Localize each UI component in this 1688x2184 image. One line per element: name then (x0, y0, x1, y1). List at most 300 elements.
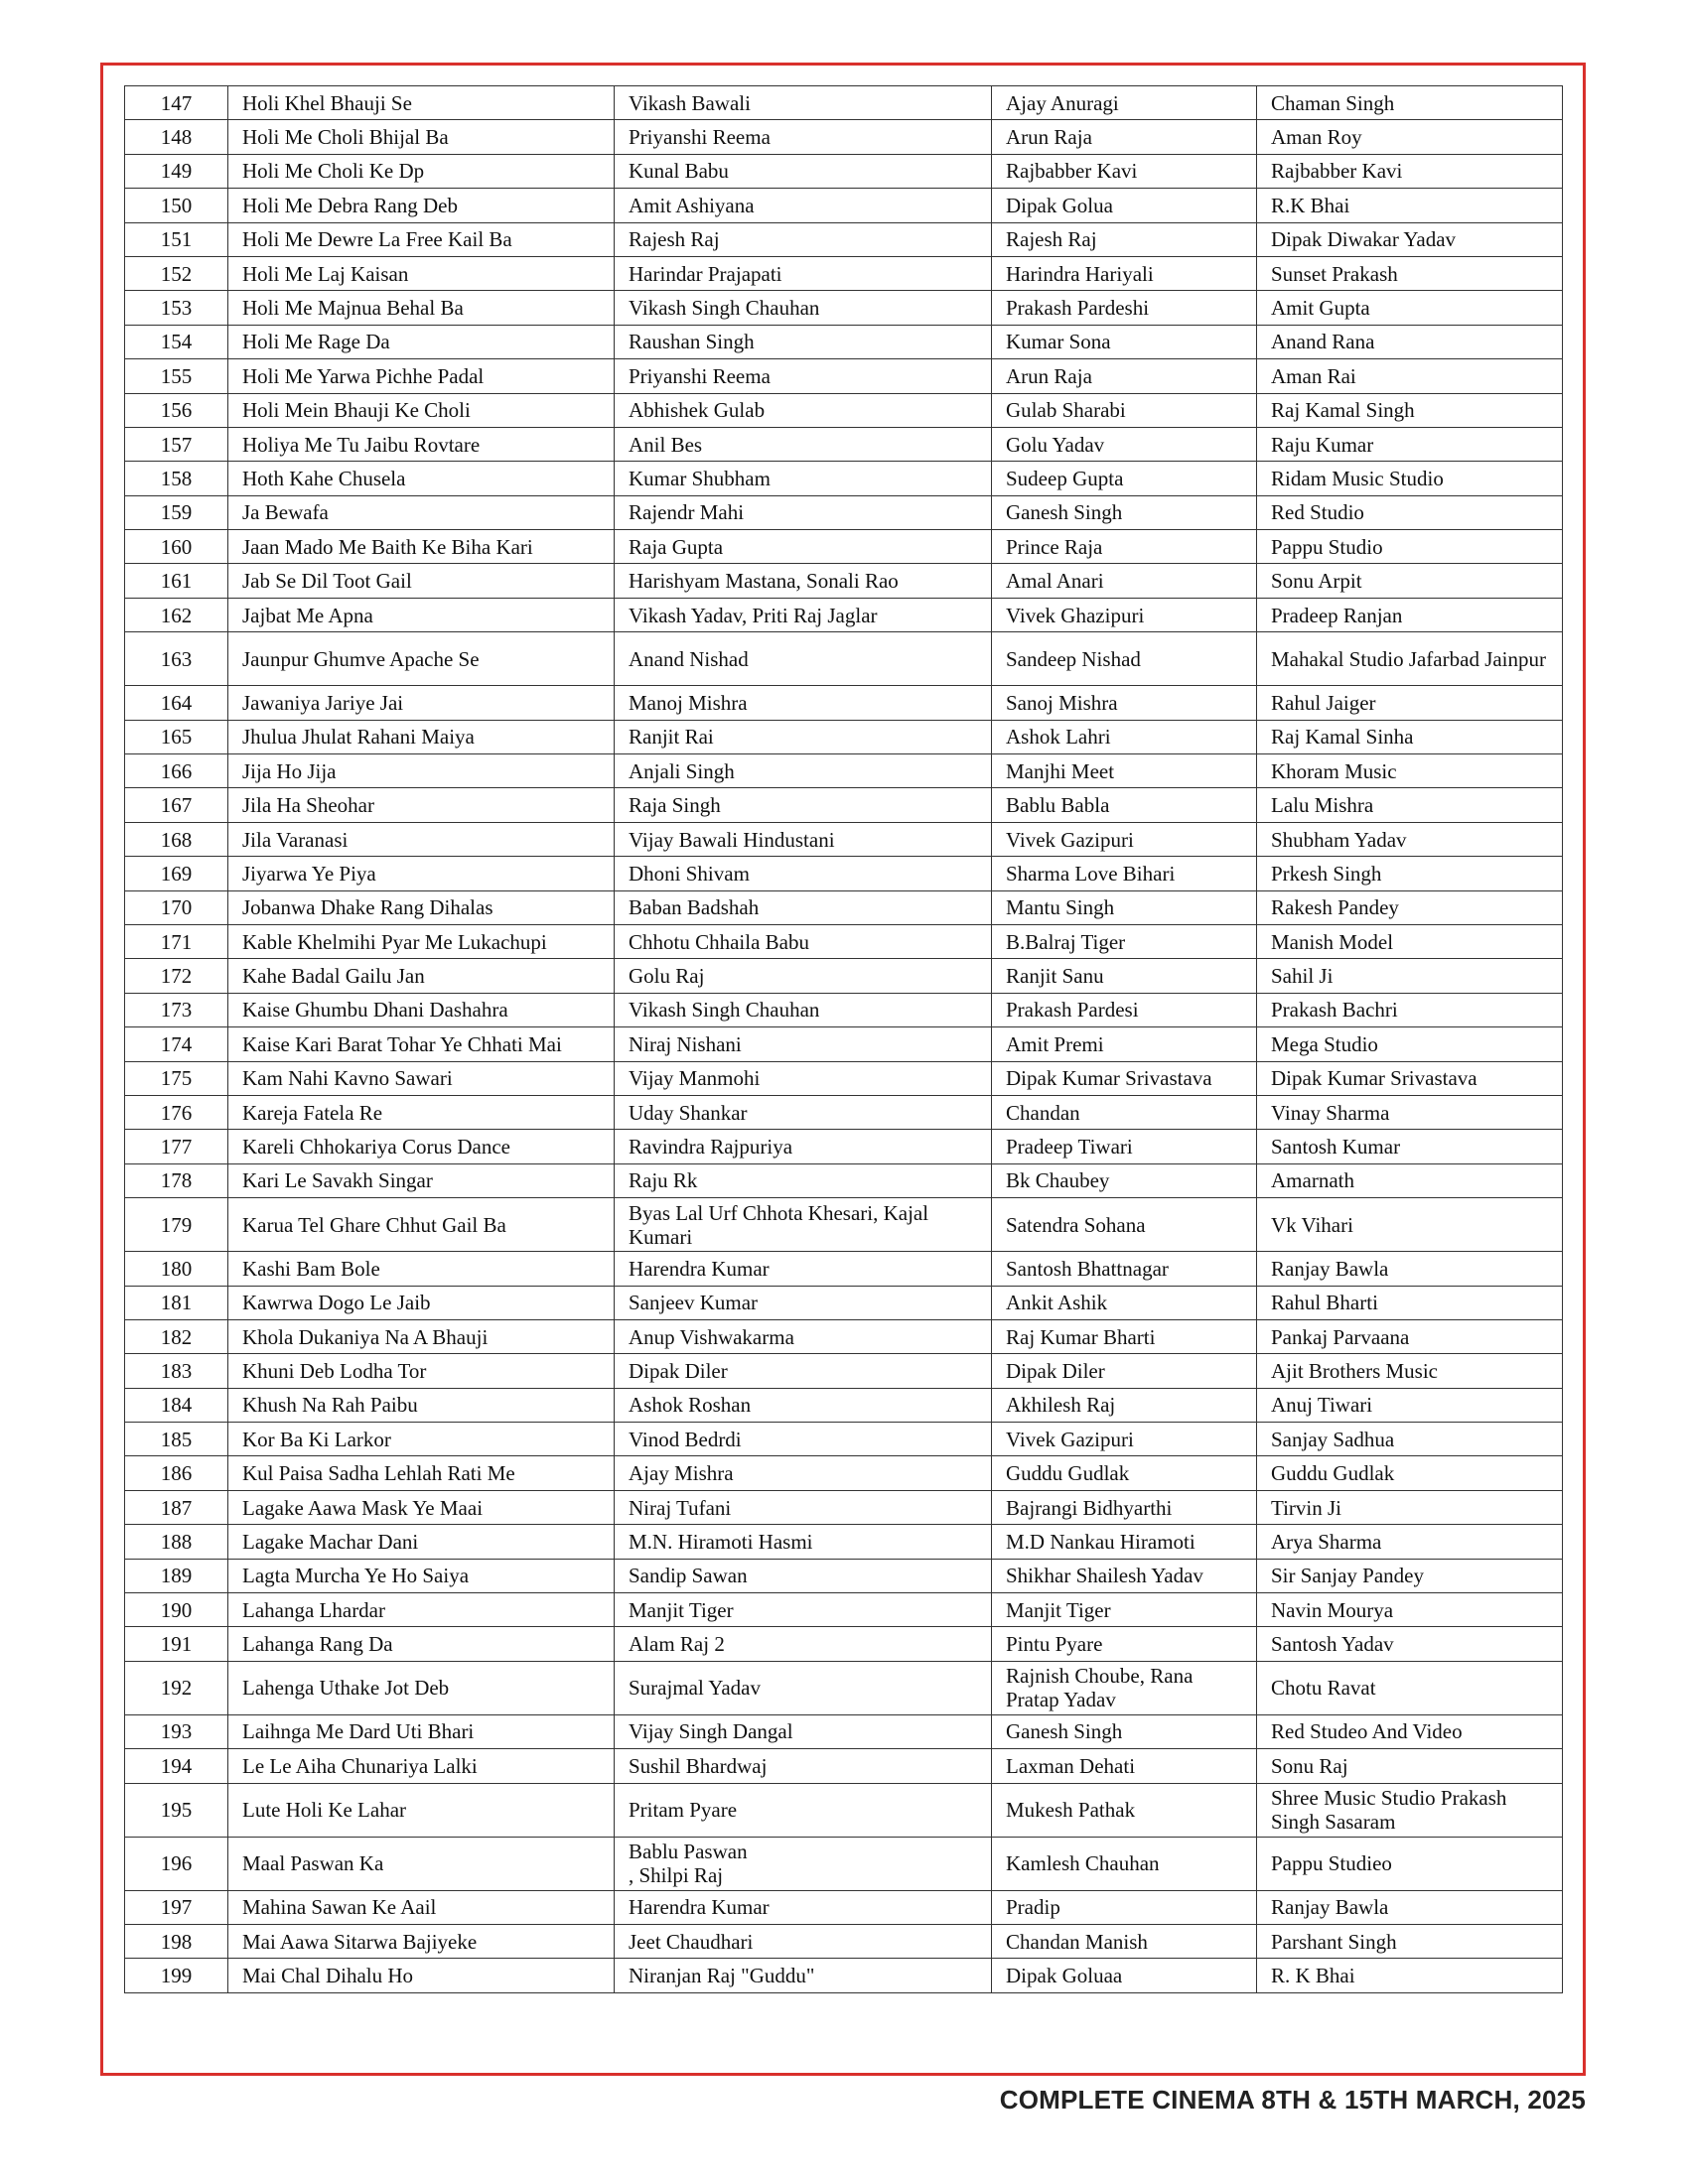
table-row (125, 890, 1563, 924)
table-row (125, 1456, 1563, 1490)
lyricist-cell: Bk Chaubey (992, 1163, 1257, 1197)
lyricist-cell: Rajnish Choube, Rana Pratap Yadav (992, 1661, 1257, 1714)
music-cell: Sonu Raj (1257, 1749, 1563, 1783)
music-cell: Tirvin Ji (1257, 1490, 1563, 1524)
singer-cell: Raju Rk (615, 1163, 992, 1197)
song-title-cell: Kor Ba Ki Larkor (228, 1423, 615, 1456)
singer-cell: Kumar Shubham (615, 462, 992, 495)
singer-cell: Byas Lal Urf Chhota Khesari, Kajal Kumari (615, 1198, 992, 1252)
table-row (125, 1130, 1563, 1163)
lyricist-cell: Sanoj Mishra (992, 686, 1257, 720)
lyricist-cell: Chandan Manish (992, 1924, 1257, 1958)
song-title-cell: Laihnga Me Dard Uti Bhari (228, 1714, 615, 1748)
row-number-cell: 150 (125, 189, 228, 222)
music-cell: Shree Music Studio Prakash Singh Sasaram (1257, 1783, 1563, 1837)
table-row (125, 1061, 1563, 1095)
table-row (125, 291, 1563, 325)
music-cell: Ridam Music Studio (1257, 462, 1563, 495)
table-row (125, 924, 1563, 958)
lyricist-cell: Vivek Ghazipuri (992, 598, 1257, 631)
lyricist-cell: Kamlesh Chauhan (992, 1837, 1257, 1890)
singer-cell: Raja Gupta (615, 530, 992, 564)
music-cell: R.K Bhai (1257, 189, 1563, 222)
music-cell: Vk Vihari (1257, 1198, 1563, 1252)
table-row (125, 1388, 1563, 1422)
song-title-cell: Holiya Me Tu Jaibu Rovtare (228, 427, 615, 461)
table-row (125, 1525, 1563, 1559)
lyricist-cell: Kumar Sona (992, 325, 1257, 358)
singer-cell: Anand Nishad (615, 632, 992, 686)
song-title-cell: Jija Ho Jija (228, 754, 615, 788)
singer-cell: Pritam Pyare (615, 1783, 992, 1837)
lyricist-cell: Dipak Diler (992, 1354, 1257, 1388)
music-cell: Manish Model (1257, 924, 1563, 958)
row-number-cell: 175 (125, 1061, 228, 1095)
music-cell: Mega Studio (1257, 1027, 1563, 1061)
table-row (125, 632, 1563, 686)
song-title-cell: Lagake Machar Dani (228, 1525, 615, 1559)
table-row (125, 1198, 1563, 1252)
lyricist-cell: Sandeep Nishad (992, 632, 1257, 686)
lyricist-cell: Golu Yadav (992, 427, 1257, 461)
row-number-cell: 154 (125, 325, 228, 358)
singer-cell: Vikash Bawali (615, 86, 992, 120)
table-row (125, 788, 1563, 822)
row-number-cell: 170 (125, 890, 228, 924)
music-cell: Khoram Music (1257, 754, 1563, 788)
music-cell: Ranjay Bawla (1257, 1890, 1563, 1924)
table-row (125, 359, 1563, 393)
footer-text: COMPLETE CINEMA 8TH & 15TH MARCH, 2025 (999, 2085, 1586, 2115)
song-title-cell: Jajbat Me Apna (228, 598, 615, 631)
singer-cell: Chhotu Chhaila Babu (615, 924, 992, 958)
song-table (124, 85, 1563, 1993)
row-number-cell: 155 (125, 359, 228, 393)
music-cell: Prkesh Singh (1257, 857, 1563, 890)
music-cell: Dipak Diwakar Yadav (1257, 222, 1563, 256)
singer-cell: Dipak Diler (615, 1354, 992, 1388)
song-title-cell: Lahanga Rang Da (228, 1627, 615, 1661)
singer-cell: Harishyam Mastana, Sonali Rao (615, 564, 992, 598)
table-row (125, 154, 1563, 188)
singer-cell: Ajay Mishra (615, 1456, 992, 1490)
singer-cell: Niraj Tufani (615, 1490, 992, 1524)
lyricist-cell: Arun Raja (992, 120, 1257, 154)
lyricist-cell: Prakash Pardeshi (992, 291, 1257, 325)
music-cell: Anuj Tiwari (1257, 1388, 1563, 1422)
singer-cell: Ravindra Rajpuriya (615, 1130, 992, 1163)
song-title-cell: Kareli Chhokariya Corus Dance (228, 1130, 615, 1163)
song-title-cell: Lagta Murcha Ye Ho Saiya (228, 1559, 615, 1592)
singer-cell: Sanjeev Kumar (615, 1286, 992, 1319)
song-title-cell: Jila Varanasi (228, 822, 615, 856)
table-row (125, 1319, 1563, 1353)
music-cell: Aman Roy (1257, 120, 1563, 154)
singer-cell: Vikash Singh Chauhan (615, 291, 992, 325)
song-title-cell: Jiyarwa Ye Piya (228, 857, 615, 890)
singer-cell: Surajmal Yadav (615, 1661, 992, 1714)
song-title-cell: Holi Mein Bhauji Ke Choli (228, 393, 615, 427)
singer-cell: Bablu Paswan , Shilpi Raj (615, 1837, 992, 1890)
lyricist-cell: Prince Raja (992, 530, 1257, 564)
music-cell: Rajbabber Kavi (1257, 154, 1563, 188)
row-number-cell: 160 (125, 530, 228, 564)
singer-cell: Ranjit Rai (615, 720, 992, 753)
row-number-cell: 159 (125, 495, 228, 529)
table-row (125, 1163, 1563, 1197)
lyricist-cell: Pradip (992, 1890, 1257, 1924)
music-cell: Santosh Yadav (1257, 1627, 1563, 1661)
row-number-cell: 156 (125, 393, 228, 427)
song-title-cell: Lagake Aawa Mask Ye Maai (228, 1490, 615, 1524)
song-title-cell: Holi Me Rage Da (228, 325, 615, 358)
singer-cell: Dhoni Shivam (615, 857, 992, 890)
singer-cell: Sandip Sawan (615, 1559, 992, 1592)
music-cell: Raju Kumar (1257, 427, 1563, 461)
row-number-cell: 172 (125, 959, 228, 993)
singer-cell: Jeet Chaudhari (615, 1924, 992, 1958)
song-title-cell: Jab Se Dil Toot Gail (228, 564, 615, 598)
song-title-cell: Jawaniya Jariye Jai (228, 686, 615, 720)
table-row (125, 1252, 1563, 1286)
song-title-cell: Khola Dukaniya Na A Bhauji (228, 1319, 615, 1353)
table-row (125, 462, 1563, 495)
lyricist-cell: Santosh Bhattnagar (992, 1252, 1257, 1286)
table-row (125, 754, 1563, 788)
music-cell: Raj Kamal Singh (1257, 393, 1563, 427)
song-title-cell: Jobanwa Dhake Rang Dihalas (228, 890, 615, 924)
song-title-cell: Holi Me Majnua Behal Ba (228, 291, 615, 325)
lyricist-cell: Manjhi Meet (992, 754, 1257, 788)
table-row (125, 1423, 1563, 1456)
lyricist-cell: Pradeep Tiwari (992, 1130, 1257, 1163)
song-title-cell: Holi Khel Bhauji Se (228, 86, 615, 120)
singer-cell: Alam Raj 2 (615, 1627, 992, 1661)
row-number-cell: 189 (125, 1559, 228, 1592)
table-row (125, 1890, 1563, 1924)
lyricist-cell: Ajay Anuragi (992, 86, 1257, 120)
row-number-cell: 196 (125, 1837, 228, 1890)
song-title-cell: Kari Le Savakh Singar (228, 1163, 615, 1197)
row-number-cell: 162 (125, 598, 228, 631)
lyricist-cell: Shikhar Shailesh Yadav (992, 1559, 1257, 1592)
music-cell: Sanjay Sadhua (1257, 1423, 1563, 1456)
song-title-cell: Kul Paisa Sadha Lehlah Rati Me (228, 1456, 615, 1490)
table-row (125, 256, 1563, 290)
row-number-cell: 148 (125, 120, 228, 154)
table-row (125, 325, 1563, 358)
table-row (125, 564, 1563, 598)
music-cell: Amit Gupta (1257, 291, 1563, 325)
song-title-cell: Holi Me Yarwa Pichhe Padal (228, 359, 615, 393)
row-number-cell: 179 (125, 1198, 228, 1252)
song-title-cell: Khuni Deb Lodha Tor (228, 1354, 615, 1388)
table-row (125, 822, 1563, 856)
row-number-cell: 186 (125, 1456, 228, 1490)
lyricist-cell: Ranjit Sanu (992, 959, 1257, 993)
row-number-cell: 165 (125, 720, 228, 753)
row-number-cell: 149 (125, 154, 228, 188)
table-row (125, 1959, 1563, 1992)
music-cell: Lalu Mishra (1257, 788, 1563, 822)
lyricist-cell: Ashok Lahri (992, 720, 1257, 753)
singer-cell: Priyanshi Reema (615, 359, 992, 393)
table-row (125, 86, 1563, 120)
music-cell: Anand Rana (1257, 325, 1563, 358)
lyricist-cell: Amit Premi (992, 1027, 1257, 1061)
row-number-cell: 197 (125, 1890, 228, 1924)
song-title-cell: Kam Nahi Kavno Sawari (228, 1061, 615, 1095)
music-cell: Vinay Sharma (1257, 1095, 1563, 1129)
row-number-cell: 164 (125, 686, 228, 720)
lyricist-cell: Dipak Golua (992, 189, 1257, 222)
row-number-cell: 198 (125, 1924, 228, 1958)
lyricist-cell: Mukesh Pathak (992, 1783, 1257, 1837)
singer-cell: Vijay Singh Dangal (615, 1714, 992, 1748)
row-number-cell: 169 (125, 857, 228, 890)
lyricist-cell: Laxman Dehati (992, 1749, 1257, 1783)
table-row (125, 1924, 1563, 1958)
music-cell: Red Studeo And Video (1257, 1714, 1563, 1748)
music-cell: Sonu Arpit (1257, 564, 1563, 598)
row-number-cell: 168 (125, 822, 228, 856)
row-number-cell: 178 (125, 1163, 228, 1197)
music-cell: R. K Bhai (1257, 1959, 1563, 1992)
row-number-cell: 174 (125, 1027, 228, 1061)
singer-cell: Priyanshi Reema (615, 120, 992, 154)
table-row (125, 1749, 1563, 1783)
row-number-cell: 152 (125, 256, 228, 290)
music-cell: Amarnath (1257, 1163, 1563, 1197)
singer-cell: Amit Ashiyana (615, 189, 992, 222)
row-number-cell: 176 (125, 1095, 228, 1129)
song-title-cell: Kawrwa Dogo Le Jaib (228, 1286, 615, 1319)
music-cell: Sunset Prakash (1257, 256, 1563, 290)
music-cell: Pappu Studieo (1257, 1837, 1563, 1890)
music-cell: Mahakal Studio Jafarbad Jainpur (1257, 632, 1563, 686)
lyricist-cell: Ganesh Singh (992, 495, 1257, 529)
row-number-cell: 167 (125, 788, 228, 822)
table-row (125, 1783, 1563, 1837)
singer-cell: Manoj Mishra (615, 686, 992, 720)
lyricist-cell: Dipak Kumar Srivastava (992, 1061, 1257, 1095)
row-number-cell: 188 (125, 1525, 228, 1559)
music-cell: Santosh Kumar (1257, 1130, 1563, 1163)
row-number-cell: 183 (125, 1354, 228, 1388)
table-row (125, 1714, 1563, 1748)
singer-cell: Harendra Kumar (615, 1890, 992, 1924)
song-title-cell: Lahenga Uthake Jot Deb (228, 1661, 615, 1714)
music-cell: Pappu Studio (1257, 530, 1563, 564)
table-row (125, 598, 1563, 631)
lyricist-cell: Gulab Sharabi (992, 393, 1257, 427)
table-row (125, 1027, 1563, 1061)
music-cell: Navin Mourya (1257, 1593, 1563, 1627)
singer-cell: Vijay Bawali Hindustani (615, 822, 992, 856)
music-cell: Aman Rai (1257, 359, 1563, 393)
table-row (125, 857, 1563, 890)
song-title-cell: Holi Me Choli Bhijal Ba (228, 120, 615, 154)
song-title-cell: Mai Aawa Sitarwa Bajiyeke (228, 1924, 615, 1958)
song-title-cell: Holi Me Dewre La Free Kail Ba (228, 222, 615, 256)
lyricist-cell: Manjit Tiger (992, 1593, 1257, 1627)
song-title-cell: Hoth Kahe Chusela (228, 462, 615, 495)
singer-cell: Raja Singh (615, 788, 992, 822)
singer-cell: Vijay Manmohi (615, 1061, 992, 1095)
row-number-cell: 194 (125, 1749, 228, 1783)
singer-cell: Vinod Bedrdi (615, 1423, 992, 1456)
table-row (125, 222, 1563, 256)
lyricist-cell: Akhilesh Raj (992, 1388, 1257, 1422)
lyricist-cell: Sharma Love Bihari (992, 857, 1257, 890)
table-row (125, 495, 1563, 529)
song-title-cell: Karua Tel Ghare Chhut Gail Ba (228, 1198, 615, 1252)
table-row (125, 1837, 1563, 1890)
music-cell: Shubham Yadav (1257, 822, 1563, 856)
singer-cell: Rajendr Mahi (615, 495, 992, 529)
lyricist-cell: Rajbabber Kavi (992, 154, 1257, 188)
music-cell: Ajit Brothers Music (1257, 1354, 1563, 1388)
music-cell: Rahul Jaiger (1257, 686, 1563, 720)
singer-cell: Anil Bes (615, 427, 992, 461)
row-number-cell: 181 (125, 1286, 228, 1319)
row-number-cell: 199 (125, 1959, 228, 1992)
song-title-cell: Kahe Badal Gailu Jan (228, 959, 615, 993)
singer-cell: Baban Badshah (615, 890, 992, 924)
song-table-body (125, 86, 1563, 1993)
song-title-cell: Lute Holi Ke Lahar (228, 1783, 615, 1837)
song-title-cell: Mai Chal Dihalu Ho (228, 1959, 615, 1992)
song-title-cell: Lahanga Lhardar (228, 1593, 615, 1627)
song-title-cell: Maal Paswan Ka (228, 1837, 615, 1890)
lyricist-cell: M.D Nankau Hiramoti (992, 1525, 1257, 1559)
song-title-cell: Mahina Sawan Ke Aail (228, 1890, 615, 1924)
lyricist-cell: Ankit Ashik (992, 1286, 1257, 1319)
row-number-cell: 182 (125, 1319, 228, 1353)
row-number-cell: 187 (125, 1490, 228, 1524)
song-title-cell: Kable Khelmihi Pyar Me Lukachupi (228, 924, 615, 958)
music-cell: Ranjay Bawla (1257, 1252, 1563, 1286)
singer-cell: Ashok Roshan (615, 1388, 992, 1422)
lyricist-cell: Dipak Goluaa (992, 1959, 1257, 1992)
song-title-cell: Le Le Aiha Chunariya Lalki (228, 1749, 615, 1783)
table-row (125, 720, 1563, 753)
song-title-cell: Jila Ha Sheohar (228, 788, 615, 822)
song-title-cell: Holi Me Debra Rang Deb (228, 189, 615, 222)
lyricist-cell: Sudeep Gupta (992, 462, 1257, 495)
singer-cell: Vikash Yadav, Priti Raj Jaglar (615, 598, 992, 631)
row-number-cell: 171 (125, 924, 228, 958)
lyricist-cell: B.Balraj Tiger (992, 924, 1257, 958)
row-number-cell: 193 (125, 1714, 228, 1748)
table-row (125, 1286, 1563, 1319)
song-title-cell: Ja Bewafa (228, 495, 615, 529)
song-title-cell: Jaunpur Ghumve Apache Se (228, 632, 615, 686)
table-row (125, 1593, 1563, 1627)
music-cell: Guddu Gudlak (1257, 1456, 1563, 1490)
lyricist-cell: Bajrangi Bidhyarthi (992, 1490, 1257, 1524)
song-title-cell: Kareja Fatela Re (228, 1095, 615, 1129)
lyricist-cell: Mantu Singh (992, 890, 1257, 924)
music-cell: Pankaj Parvaana (1257, 1319, 1563, 1353)
table-row (125, 393, 1563, 427)
singer-cell: Anjali Singh (615, 754, 992, 788)
song-title-cell: Jhulua Jhulat Rahani Maiya (228, 720, 615, 753)
lyricist-cell: Arun Raja (992, 359, 1257, 393)
lyricist-cell: Harindra Hariyali (992, 256, 1257, 290)
table-row (125, 1095, 1563, 1129)
singer-cell: Rajesh Raj (615, 222, 992, 256)
row-number-cell: 184 (125, 1388, 228, 1422)
lyricist-cell: Satendra Sohana (992, 1198, 1257, 1252)
music-cell: Rakesh Pandey (1257, 890, 1563, 924)
music-cell: Parshant Singh (1257, 1924, 1563, 1958)
singer-cell: Sushil Bhardwaj (615, 1749, 992, 1783)
row-number-cell: 157 (125, 427, 228, 461)
song-title-cell: Jaan Mado Me Baith Ke Biha Kari (228, 530, 615, 564)
song-title-cell: Holi Me Choli Ke Dp (228, 154, 615, 188)
lyricist-cell: Amal Anari (992, 564, 1257, 598)
row-number-cell: 185 (125, 1423, 228, 1456)
music-cell: Prakash Bachri (1257, 993, 1563, 1026)
lyricist-cell: Guddu Gudlak (992, 1456, 1257, 1490)
singer-cell: Anup Vishwakarma (615, 1319, 992, 1353)
table-row (125, 189, 1563, 222)
lyricist-cell: Vivek Gazipuri (992, 822, 1257, 856)
lyricist-cell: Prakash Pardesi (992, 993, 1257, 1026)
singer-cell: Uday Shankar (615, 1095, 992, 1129)
table-row (125, 959, 1563, 993)
singer-cell: Niranjan Raj "Guddu" (615, 1959, 992, 1992)
song-title-cell: Kaise Kari Barat Tohar Ye Chhati Mai (228, 1027, 615, 1061)
row-number-cell: 166 (125, 754, 228, 788)
music-cell: Raj Kamal Sinha (1257, 720, 1563, 753)
song-title-cell: Kashi Bam Bole (228, 1252, 615, 1286)
song-title-cell: Holi Me Laj Kaisan (228, 256, 615, 290)
table-row (125, 530, 1563, 564)
singer-cell: Golu Raj (615, 959, 992, 993)
lyricist-cell: Raj Kumar Bharti (992, 1319, 1257, 1353)
row-number-cell: 147 (125, 86, 228, 120)
row-number-cell: 180 (125, 1252, 228, 1286)
table-row (125, 686, 1563, 720)
music-cell: Pradeep Ranjan (1257, 598, 1563, 631)
singer-cell: Vikash Singh Chauhan (615, 993, 992, 1026)
music-cell: Arya Sharma (1257, 1525, 1563, 1559)
music-cell: Sahil Ji (1257, 959, 1563, 993)
lyricist-cell: Bablu Babla (992, 788, 1257, 822)
singer-cell: Niraj Nishani (615, 1027, 992, 1061)
lyricist-cell: Chandan (992, 1095, 1257, 1129)
music-cell: Sir Sanjay Pandey (1257, 1559, 1563, 1592)
row-number-cell: 173 (125, 993, 228, 1026)
table-row (125, 1627, 1563, 1661)
singer-cell: Harindar Prajapati (615, 256, 992, 290)
singer-cell: Kunal Babu (615, 154, 992, 188)
music-cell: Dipak Kumar Srivastava (1257, 1061, 1563, 1095)
song-title-cell: Khush Na Rah Paibu (228, 1388, 615, 1422)
lyricist-cell: Rajesh Raj (992, 222, 1257, 256)
table-row (125, 993, 1563, 1026)
lyricist-cell: Ganesh Singh (992, 1714, 1257, 1748)
row-number-cell: 177 (125, 1130, 228, 1163)
row-number-cell: 195 (125, 1783, 228, 1837)
lyricist-cell: Vivek Gazipuri (992, 1423, 1257, 1456)
table-row (125, 1490, 1563, 1524)
music-cell: Rahul Bharti (1257, 1286, 1563, 1319)
row-number-cell: 191 (125, 1627, 228, 1661)
row-number-cell: 163 (125, 632, 228, 686)
